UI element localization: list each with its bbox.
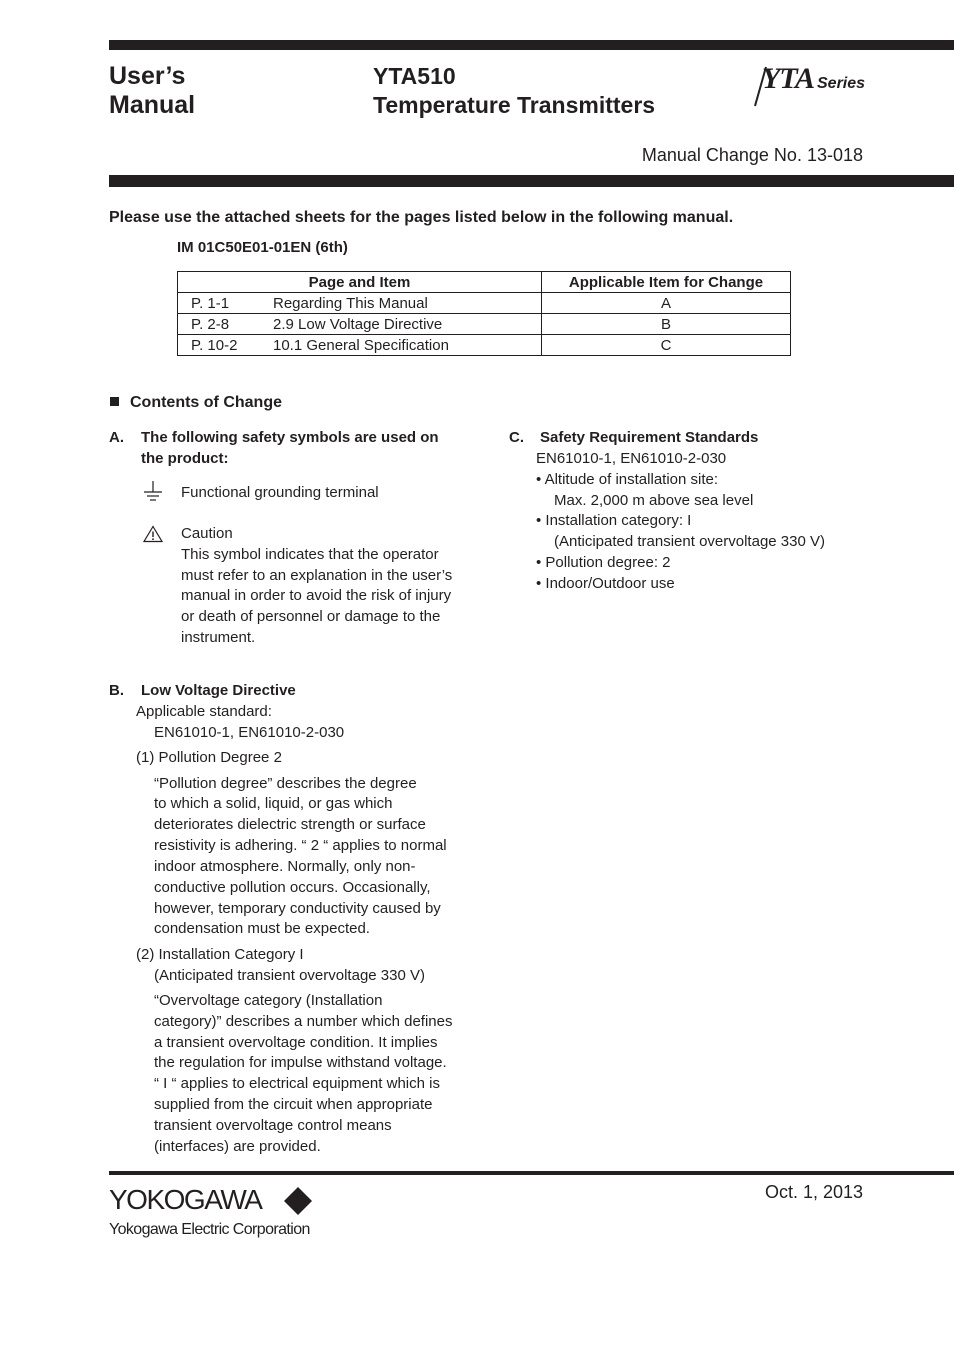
contents-heading: Contents of Change (130, 394, 282, 411)
overvoltage-text-line: supplied from the circuit when appropriate (154, 1096, 433, 1113)
caution-label: Caution (181, 525, 233, 542)
caution-text-line: must refer to an explanation in the user’s (181, 567, 453, 584)
section-b-title: Low Voltage Directive (141, 682, 296, 699)
caution-text-line: or death of personnel or damage to the (181, 608, 441, 625)
table-cell-change: B (542, 314, 791, 335)
table-row (178, 314, 791, 335)
pollution-text-line: “Pollution degree” describes the degree (154, 775, 417, 792)
section-c-item: • Indoor/Outdoor use (536, 575, 675, 592)
footer-rule (109, 1171, 954, 1175)
section-b-letter: B. (109, 682, 124, 699)
caution-icon (143, 525, 163, 543)
table-row (178, 335, 791, 356)
table-cell-item: Regarding This Manual (273, 294, 428, 312)
section-c-title: Safety Requirement Standards (540, 429, 759, 446)
manual-change-number: Manual Change No. 13-018 (641, 145, 863, 165)
yokogawa-logo (109, 1184, 329, 1218)
doc-type-line2: Manual (109, 91, 196, 119)
table-cell-change: A (542, 293, 791, 314)
table-cell-item: 10.1 General Specification (273, 336, 449, 354)
overvoltage-text-line: (interfaces) are provided. (154, 1138, 321, 1155)
section-c-item: • Altitude of installation site: (536, 471, 719, 488)
overvoltage-text-line: category)” describes a number which defines (154, 1013, 453, 1030)
issue-date: Oct. 1, 2013 (764, 1182, 863, 1202)
section-c-item: • Pollution degree: 2 (536, 554, 671, 571)
pollution-text-line: resistivity is adhering. “ 2 “ applies to normal (154, 837, 447, 854)
pollution-text-line: indoor atmosphere. Normally, only non- (154, 858, 416, 875)
caution-text-line: manual in order to avoid the risk of injury (181, 587, 452, 604)
yta-logo-text: YTA (762, 62, 815, 95)
overvoltage-text-line: “Overvoltage category (Installation (154, 992, 383, 1009)
table-header-row (178, 272, 791, 293)
product-name: Temperature Transmitters (373, 92, 656, 118)
applicable-standard-label: Applicable standard: (136, 703, 272, 720)
table-cell-page: P. 1-1 (191, 294, 230, 312)
header-bottom-rule (109, 175, 954, 187)
yokogawa-wordmark: YOKOGAWA (109, 1184, 262, 1215)
change-table (177, 271, 791, 356)
table-cell-item: 2.9 Low Voltage Directive (273, 315, 443, 333)
section-c-item: (Anticipated transient overvoltage 330 V) (554, 533, 825, 550)
pollution-text-line: condensation must be expected. (154, 920, 370, 937)
instruction-text: Please use the attached sheets for the pages listed below in the following manual. (109, 209, 734, 226)
overvoltage-text-line: a transient overvoltage condition. It implies (154, 1034, 438, 1051)
table-cell-page: P. 2-8 (191, 315, 230, 333)
square-bullet-icon (110, 397, 119, 406)
model-name: YTA510 (373, 63, 456, 89)
caution-text-line: This symbol indicates that the operator (181, 546, 439, 563)
table-row (178, 293, 791, 314)
functional-ground-icon (143, 480, 163, 502)
section-c-item: • Installation category: I (536, 512, 692, 529)
section-a-letter: A. (109, 429, 124, 446)
overvoltage-text-line: transient overvoltage control means (154, 1117, 392, 1134)
header-top-rule (109, 40, 954, 50)
overvoltage-text-line: the regulation for impulse withstand voltage. (154, 1054, 447, 1071)
applicable-standard-value: EN61010-1, EN61010-2-030 (154, 724, 345, 741)
section-c-item: Max. 2,000 m above sea level (554, 492, 754, 509)
section-c-standard: EN61010-1, EN61010-2-030 (536, 450, 727, 467)
doc-type-title (109, 62, 195, 120)
pollution-degree-title: (1) Pollution Degree 2 (136, 749, 282, 766)
product-title (373, 62, 655, 120)
installation-category-title: (2) Installation Category I (136, 946, 304, 963)
table-cell-page: P. 10-2 (191, 336, 238, 354)
company-name: Yokogawa Electric Corporation (109, 1221, 310, 1238)
section-a-title-line: The following safety symbols are used on (141, 429, 439, 446)
section-a-title-line: the product: (141, 450, 229, 467)
overvoltage-text-line: “ I “ applies to electrical equipment which is (154, 1075, 440, 1092)
section-c-letter: C. (509, 429, 524, 446)
yokogawa-diamond-icon (283, 1186, 313, 1216)
caution-text-line: instrument. (181, 629, 256, 646)
pollution-text-line: conductive pollution occurs. Occasionally, (154, 879, 431, 896)
yta-series-logo (752, 60, 867, 108)
table-header-page-item: Page and Item (178, 272, 542, 293)
series-logo-text: Series (817, 75, 866, 92)
doc-type-line1: User’s (109, 62, 186, 90)
pollution-text-line: deteriorates dielectric strength or surface (154, 816, 426, 833)
installation-category-subtitle: (Anticipated transient overvoltage 330 V) (154, 967, 425, 984)
table-header-applicable: Applicable Item for Change (542, 272, 791, 293)
manual-id: IM 01C50E01-01EN (6th) (177, 239, 348, 256)
pollution-text-line: to which a solid, liquid, or gas which (154, 795, 393, 812)
table-cell-change: C (542, 335, 791, 356)
pollution-text-line: however, temporary conductivity caused by (154, 900, 441, 917)
ground-label: Functional grounding terminal (181, 484, 379, 501)
